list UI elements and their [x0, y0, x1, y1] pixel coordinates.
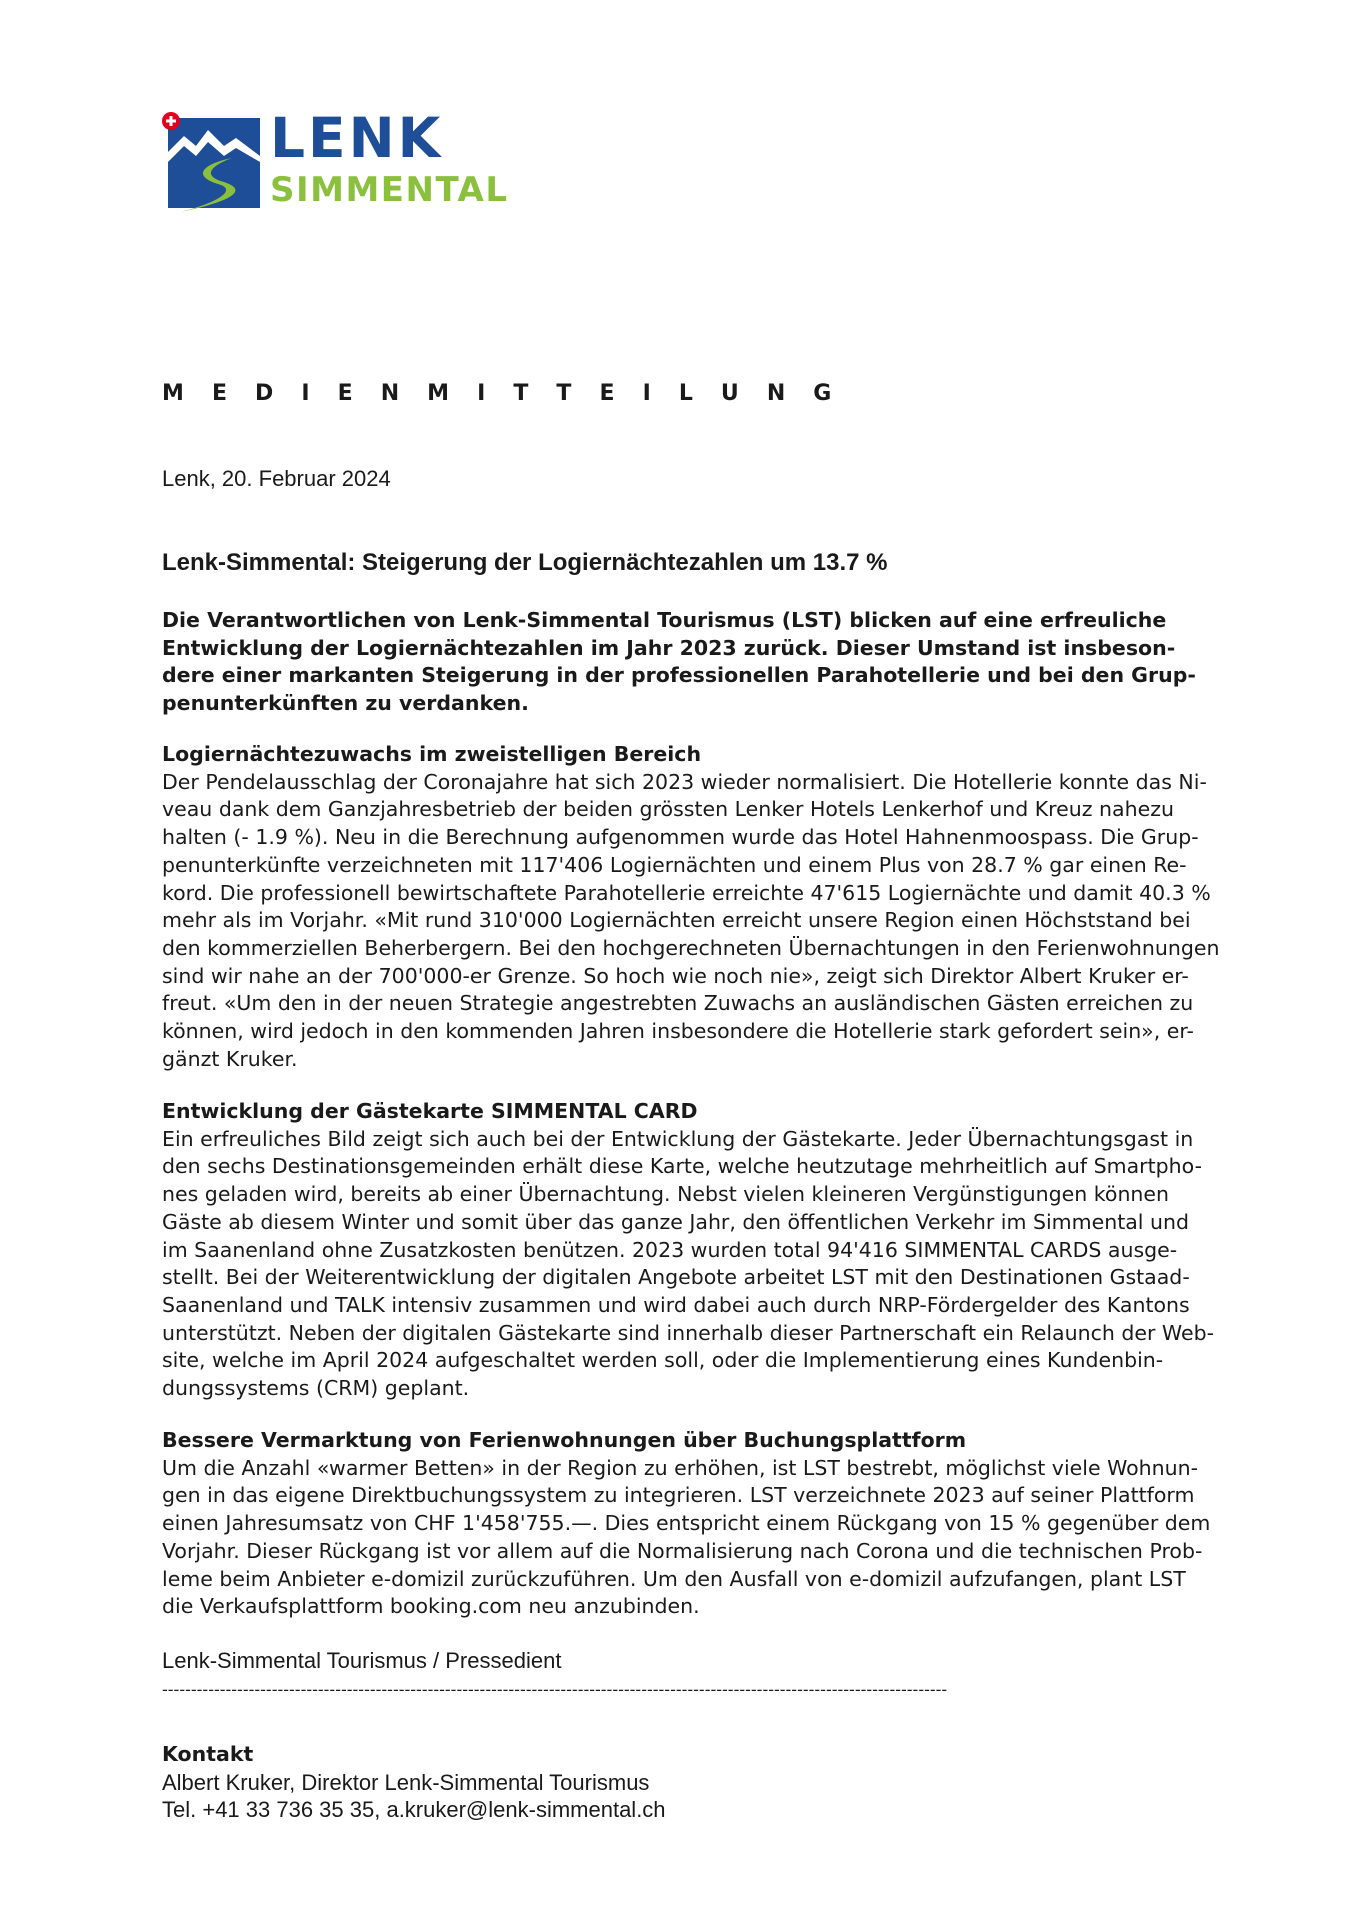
section-logiernaechte	[162, 741, 1220, 1073]
contact-block	[162, 1741, 1207, 1824]
contact-phone-email[interactable]: Tel. +41 33 736 35 35, a.kruker@lenk-simmental.ch	[162, 1797, 666, 1823]
headline: Lenk-Simmental: Steigerung der Logiernächtezahlen um 13.7 %	[162, 549, 888, 576]
logo-wordmark-lenk: LENK	[270, 106, 444, 170]
lead-line: dere einer markanten Steigerung in der professionellen Parahotellerie und bei den Grup-	[162, 663, 1196, 688]
section-title: Entwicklung der Gästekarte SIMMENTAL CARD	[162, 1099, 698, 1123]
body-line: site, welche im April 2024 aufgeschaltet werden soll, oder die Implementierung eines Kundenbin-	[162, 1348, 1164, 1373]
body-line: Der Pendelausschlag der Coronajahre hat sich 2023 wieder normalisiert. Die Hotellerie konnte das Ni-	[162, 769, 1207, 794]
body-line: Gäste ab diesem Winter und somit über das ganze Jahr, den öffentlichen Verkehr im Simmental und	[162, 1209, 1190, 1234]
body-line: den sechs Destinationsgemeinden erhält diese Karte, welche heutzutage mehrheitlich auf Smartpho-	[162, 1154, 1202, 1179]
body-line: den kommerziellen Beherbergern. Bei den hochgerechneten Übernachtungen in den Ferienwohnungen	[162, 935, 1220, 960]
divider-rule: ----------------------------------------------------------------------------------------------------------------------------------------	[162, 1680, 948, 1699]
lead-line: Entwicklung der Logiernächtezahlen im Jahr 2023 zurück. Dieser Umstand ist insbeson-	[162, 635, 1176, 660]
section-gaestekarte	[162, 1098, 1215, 1403]
document-type: M E D I E N M I T T E I L U N G	[162, 381, 842, 406]
body-line: freut. «Um den in der neuen Strategie angestrebten Zuwachs an ausländischen Gästen erreichen zu	[162, 991, 1194, 1016]
section-vermarktung	[162, 1427, 1211, 1621]
lenk-simmental-logo-icon	[162, 112, 262, 214]
lead-paragraph	[162, 607, 1207, 718]
section-title: Bessere Vermarktung von Ferienwohnungen über Buchungsplattform	[162, 1428, 967, 1452]
body-line: halten (- 1.9 %). Neu in die Berechnung aufgenommen wurde das Hotel Hahnenmoospass. Die Grup-	[162, 825, 1199, 850]
logo-wordmark-simmental: SIMMENTAL	[270, 170, 509, 210]
body-line: kord. Die professionell bewirtschaftete Parahotellerie erreichte 47'615 Logiernächte und damit 40.3 %	[162, 880, 1211, 905]
body-line: Saanenland und TALK intensiv zusammen und wird dabei auch durch NRP-Fördergelder des Kantons	[162, 1292, 1190, 1317]
body-line: nes geladen wird, bereits ab einer Übernachtung. Nebst vielen kleineren Vergünstigungen können	[162, 1182, 1170, 1207]
body-line: können, wird jedoch in den kommenden Jahren insbesondere die Hotellerie stark gefordert sein», er-	[162, 1019, 1194, 1044]
body-line: sind wir nahe an der 700'000-er Grenze. So hoch wie noch nie», zeigt sich Direktor Albert Kruker er-	[162, 963, 1189, 988]
contact-title: Kontakt	[162, 1742, 254, 1766]
body-line: leme beim Anbieter e-domizil zurückzuführen. Um den Ausfall von e-domizil aufzufangen, plant LST	[162, 1566, 1186, 1591]
body-line: im Saanenland ohne Zusatzkosten benützen. 2023 wurden total 94'416 SIMMENTAL CARDS ausge-	[162, 1237, 1178, 1262]
lead-line: Die Verantwortlichen von Lenk-Simmental Tourismus (LST) blicken auf eine erfreuliche	[162, 608, 1167, 632]
logo	[162, 106, 542, 214]
body-line: Vorjahr. Dieser Rückgang ist vor allem auf die Normalisierung nach Corona und die technischen Prob-	[162, 1538, 1203, 1563]
lead-line: penunterkünften zu verdanken.	[162, 691, 529, 716]
body-line: die Verkaufsplattform booking.com neu anzubinden.	[162, 1594, 700, 1619]
body-line: mehr als im Vorjahr. «Mit rund 310'000 Logiernächten erreicht unsere Region einen Höchststand bei	[162, 908, 1191, 933]
section-title: Logiernächtezuwachs im zweistelligen Bereich	[162, 742, 702, 766]
body-line: dungssystems (CRM) geplant.	[162, 1376, 470, 1401]
body-line: gen in das eigene Direktbuchungssystem zu integrieren. LST verzeichnete 2023 auf seiner Plattform	[162, 1483, 1195, 1508]
signoff: Lenk-Simmental Tourismus / Pressedient	[162, 1648, 562, 1673]
dateline: Lenk, 20. Februar 2024	[162, 466, 391, 491]
body-line: penunterkünfte verzeichneten mit 117'406 Logiernächten und einem Plus von 28.7 % gar einen Re-	[162, 852, 1187, 877]
body-line: unterstützt. Neben der digitalen Gästekarte sind innerhalb dieser Partnerschaft ein Relaunch der Web-	[162, 1320, 1215, 1345]
body-line: veau dank dem Ganzjahresbetrieb der beiden grössten Lenker Hotels Lenkerhof und Kreuz nahezu	[162, 797, 1174, 822]
body-line: einen Jahresumsatz von CHF 1'458'755.—. Dies entspricht einem Rückgang von 15 % gegenüber dem	[162, 1511, 1211, 1536]
body-line: stellt. Bei der Weiterentwicklung der digitalen Angebote arbeitet LST mit den Destinationen Gstaad-	[162, 1265, 1190, 1290]
body-line: Um die Anzahl «warmer Betten» in der Region zu erhöhen, ist LST bestrebt, möglichst viele Wohnun-	[162, 1455, 1199, 1480]
body-line: Ein erfreuliches Bild zeigt sich auch bei der Entwicklung der Gästekarte. Jeder Übernachtungsgast in	[162, 1126, 1194, 1151]
body-line: gänzt Kruker.	[162, 1046, 298, 1071]
contact-name: Albert Kruker, Direktor Lenk-Simmental Tourismus	[162, 1769, 650, 1795]
